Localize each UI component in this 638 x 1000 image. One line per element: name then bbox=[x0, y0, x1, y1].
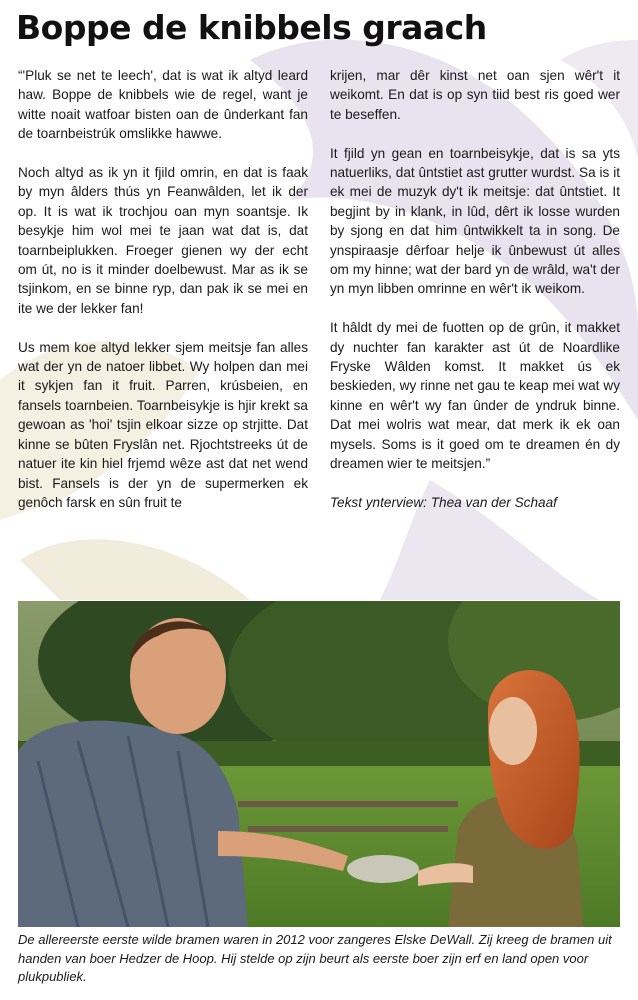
article-left-column bbox=[18, 66, 308, 532]
paragraph: Us mem koe altyd lekker sjem meitsje fan alles wat der yn de natoer libbet. Wy holpen dan mei it sykjen fan it fruit. Parren, krúsbeien, en fansels toarnbeien. Toarnbeisykje is hjir krekt sa gewoan as 'hoi' tsjin elkoar sizze op strjitte. Dat kinne se bûten Fryslân net. Rjochtstreeks út de natuer ite kin hiel frjemd wêze ast dat net wend bist. Fansels is der yn de supermerken ek genôch farsk en sûn fruit te bbox=[18, 339, 308, 510]
paragraph: krijen, mar dêr kinst net oan sjen wêr't it weikomt. En dat is op syn tiid best ris goed wer te beseffen. bbox=[330, 68, 620, 122]
paragraph: It fjild yn gean en toarnbeisykje, dat is sa yts natuerliks, dat ûntstiet ast grutter wurdst. Sa is it ek mei de muzyk dy't ik meitsje: dat ûntstiet. It begjint by in klank, in lûd, dêrt ik losse wurden by sjong en dat him ûntwikkelt ta in song. De ynspiraasje dêrfoar helje ik ûnbewust út alles om my hinne; wat der bard yn de wrâld, wa't der yn myn libben omrinne en wêr't ik weikom. bbox=[330, 145, 620, 297]
paragraph: Noch altyd as ik yn it fjild omrin, en dat is faak by myn âlders thús yn Feanwâlden, let ik der op. It is wat ik trochjou oan myn soantsje. Ik besykje him wol mei te jaan wat dat is, dat toarnbeiplukken. Froeger gienen wy der echt om út, no is it minder doelbewust. Mar as ik se tsjinkom, en se binne ryp, dan pak ik se mei en ite we der lekker fan! bbox=[18, 165, 308, 316]
paragraph: It hâldt dy mei de fuotten op de grûn, it makket dy nuchter fan karakter ast út de Noardlike Fryske Wâlden komst. It makket ús ek beskieden, wy rinne net gau te keap mei wat wy kinne en wêr't wy fan ûnder de yndruk binne. Dat mei wolris wat mear, dat merk ik ek oan mysels. Soms is it goed om te dreamen én dy dreamen wier te meitsjen.” bbox=[330, 320, 620, 472]
photo-farmer-and-singer bbox=[18, 601, 620, 927]
photo-caption: De allereerste eerste wilde bramen waren in 2012 voor zangeres Elske DeWall. Zij kreeg de bramen uit handen van boer Hedzer de Hoop. Hij stelde op zijn beurt als eerste boer zijn erf en land open voor plukpubliek. bbox=[18, 932, 612, 984]
article-right-column bbox=[330, 66, 620, 532]
article-title: Boppe de knibbels graach bbox=[16, 8, 487, 47]
interview-credit: Tekst ynterview: Thea van der Schaaf bbox=[330, 494, 557, 510]
paragraph: “'Pluk se net te leech', dat is wat ik altyd leard haw. Boppe de knibbels wie de regel, want je witte noait watfoar bisten oan de ûnderkant fan de toarnbeistrúk omslikke hawwe. bbox=[18, 68, 308, 142]
